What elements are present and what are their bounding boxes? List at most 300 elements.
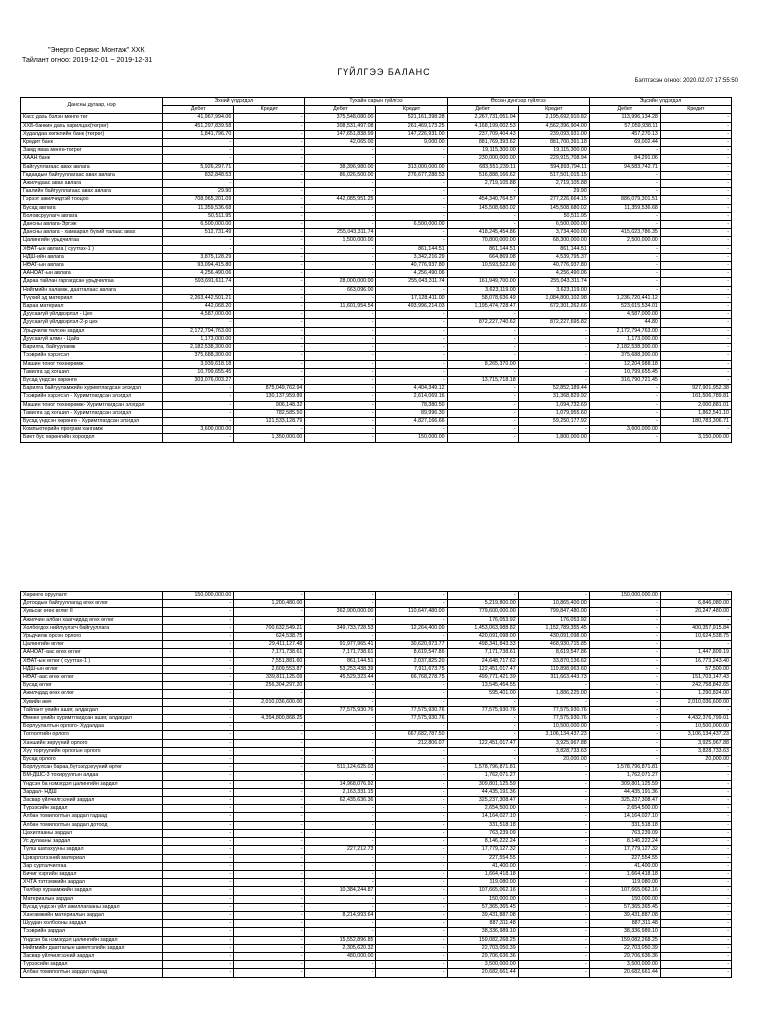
amount-cell: -	[163, 616, 234, 624]
amount-cell: 881,769,393.62	[447, 139, 518, 147]
amount-cell: -	[163, 838, 234, 846]
amount-cell: -	[234, 204, 305, 212]
amount-cell: 227,554.55	[589, 854, 660, 862]
amount-cell: 3,623,119.00	[518, 286, 589, 294]
amount-cell: 20,247,480.00	[660, 608, 731, 616]
amount-cell: -	[660, 278, 731, 286]
amount-cell: 1,094,732.69	[518, 401, 589, 409]
amount-cell: -	[447, 731, 518, 739]
amount-cell: -	[305, 854, 376, 862]
amount-cell: -	[234, 139, 305, 147]
table-row	[21, 253, 732, 261]
amount-cell: 2,010,036,600.00	[660, 698, 731, 706]
amount-cell: 1,886,225.00	[518, 690, 589, 698]
amount-cell: 3,342,216.29	[376, 253, 447, 261]
amount-cell: 16,773,243.40	[660, 657, 731, 665]
table-row	[21, 114, 732, 122]
amount-cell: -	[163, 417, 234, 425]
account-name-cell: НДШ-ын өглөг	[21, 665, 163, 673]
amount-cell: -	[447, 352, 518, 360]
amount-cell: -	[376, 592, 447, 600]
amount-cell: -	[163, 682, 234, 690]
table-row	[21, 188, 732, 196]
table-row	[21, 608, 732, 616]
amount-cell: 493,996,214.03	[376, 303, 447, 311]
amount-cell: 10,500,000.00	[518, 723, 589, 731]
amount-cell: 1,762,071.27	[447, 772, 518, 780]
amount-cell: -	[234, 344, 305, 352]
amount-cell: 29.90	[163, 188, 234, 196]
amount-cell: 39,431,887.08	[447, 911, 518, 919]
amount-cell: -	[234, 188, 305, 196]
amount-cell: -	[234, 278, 305, 286]
amount-cell: -	[305, 756, 376, 764]
amount-cell: -	[163, 887, 234, 895]
amount-cell: 2,172,794,763.00	[589, 327, 660, 335]
amount-cell: -	[518, 352, 589, 360]
header-credit: Кредит	[376, 106, 447, 114]
amount-cell: -	[376, 426, 447, 434]
amount-cell: -	[660, 335, 731, 343]
amount-cell: -	[163, 821, 234, 829]
amount-cell: -	[305, 319, 376, 327]
amount-cell: 4,587,000.00	[163, 311, 234, 319]
amount-cell: 331,518.18	[447, 821, 518, 829]
amount-cell: 667,682,787.50	[376, 731, 447, 739]
amount-cell: 45,529,323.44	[305, 674, 376, 682]
table-row	[21, 682, 732, 690]
amount-cell: -	[589, 270, 660, 278]
amount-cell: -	[376, 682, 447, 690]
amount-cell: 17,128,411.00	[376, 294, 447, 302]
amount-cell: -	[305, 592, 376, 600]
amount-cell: -	[518, 797, 589, 805]
table-row	[21, 212, 732, 220]
amount-cell: 70,800,000.00	[447, 237, 518, 245]
amount-cell: -	[234, 426, 305, 434]
account-name-cell: Урьдчилж төлсөн зардал	[21, 327, 163, 335]
amount-cell: 1,173,000.00	[589, 335, 660, 343]
amount-cell: -	[234, 311, 305, 319]
amount-cell: -	[518, 311, 589, 319]
amount-cell: -	[518, 360, 589, 368]
amount-cell: 44,435,191.36	[589, 788, 660, 796]
account-name-cell: Цэвэрлэгээний материал	[21, 854, 163, 862]
amount-cell: 33,870,136.62	[518, 657, 589, 665]
amount-cell: -	[518, 788, 589, 796]
amount-cell: -	[589, 698, 660, 706]
amount-cell: -	[518, 805, 589, 813]
report-period: Тайлант огноо: 2019-12-01 ~ 2019-12-31	[22, 57, 153, 64]
amount-cell: -	[447, 221, 518, 229]
amount-cell: -	[234, 911, 305, 919]
amount-cell: 14,164,027.10	[589, 813, 660, 821]
amount-cell: -	[305, 821, 376, 829]
amount-cell: 420,091,098.00	[447, 633, 518, 641]
amount-cell: 107,665,062.16	[589, 887, 660, 895]
amount-cell: -	[305, 393, 376, 401]
amount-cell: 3,623,119.00	[447, 286, 518, 294]
amount-cell: -	[660, 344, 731, 352]
table-row	[21, 368, 732, 376]
amount-cell: 1,500,000.00	[305, 237, 376, 245]
account-name-cell: Бусад үндсэн үйл ажиллагааны зардал	[21, 903, 163, 911]
amount-cell: 4,539,795.37	[518, 253, 589, 261]
amount-cell: -	[305, 311, 376, 319]
amount-cell: -	[305, 895, 376, 903]
amount-cell: 1,152,789,355.45	[518, 624, 589, 632]
amount-cell: 77,575,930.76	[305, 706, 376, 714]
amount-cell: -	[305, 690, 376, 698]
amount-cell: -	[163, 245, 234, 253]
amount-cell: -	[447, 401, 518, 409]
amount-cell: 8,265,370.00	[447, 360, 518, 368]
amount-cell: -	[447, 715, 518, 723]
table-row	[21, 887, 732, 895]
amount-cell: 50,511.95	[518, 212, 589, 220]
account-name-cell: Зардал- НДШ	[21, 788, 163, 796]
amount-cell: -	[589, 657, 660, 665]
amount-cell: 3,925,967.88	[518, 739, 589, 747]
amount-cell: 511,124,625.03	[305, 764, 376, 772]
amount-cell: 20,000.00	[660, 756, 731, 764]
account-name-cell: ХӨАТ-ын авлага ( суутгах-1 )	[21, 245, 163, 253]
amount-cell: -	[660, 805, 731, 813]
amount-cell: -	[660, 969, 731, 977]
amount-cell: 3,875,128.29	[163, 253, 234, 261]
amount-cell: 763,239.09	[447, 829, 518, 837]
amount-cell: 57,365,365.45	[589, 903, 660, 911]
amount-cell: -	[376, 838, 447, 846]
table-row	[21, 139, 732, 147]
account-name-cell: Борлуулалтын орлого- Худалдаа	[21, 723, 163, 731]
amount-cell: -	[163, 401, 234, 409]
amount-cell: -	[660, 928, 731, 936]
table-row	[21, 592, 732, 600]
table-row	[21, 903, 732, 911]
amount-cell: 4,432,376,799.01	[660, 715, 731, 723]
amount-cell: -	[305, 969, 376, 977]
amount-cell: 498,341,843.33	[447, 641, 518, 649]
amount-cell: 10,799,655.45	[163, 368, 234, 376]
table-row	[21, 196, 732, 204]
amount-cell: -	[447, 434, 518, 442]
amount-cell: 44,435,191.36	[447, 788, 518, 796]
amount-cell: -	[234, 335, 305, 343]
amount-cell: -	[163, 665, 234, 673]
amount-cell: -	[589, 608, 660, 616]
amount-cell: -	[376, 747, 447, 755]
amount-cell: 24,648,717.62	[447, 657, 518, 665]
amount-cell: 62,435,636.36	[305, 797, 376, 805]
amount-cell: -	[163, 409, 234, 417]
amount-cell: -	[518, 920, 589, 928]
amount-cell: -	[376, 633, 447, 641]
amount-cell: -	[660, 616, 731, 624]
amount-cell: 451,297,839.58	[163, 122, 234, 130]
amount-cell: 362,900,000.00	[305, 608, 376, 616]
amount-cell: 2,267,731,051.04	[447, 114, 518, 122]
amount-cell: -	[163, 319, 234, 327]
amount-cell: -	[234, 920, 305, 928]
amount-cell: -	[163, 788, 234, 796]
amount-cell: 2,654,500.00	[589, 805, 660, 813]
account-name-cell: Гаалийн байгууллагаас авах авлага	[21, 188, 163, 196]
header-debit: Дебет	[163, 106, 234, 114]
amount-cell: 77,575,930.76	[518, 706, 589, 714]
amount-cell: 121,533,128.79	[234, 417, 305, 425]
amount-cell: -	[163, 846, 234, 854]
amount-cell: -	[305, 155, 376, 163]
amount-cell: 7,171,738.61	[447, 649, 518, 657]
amount-cell: -	[234, 805, 305, 813]
amount-cell: 303,076,003.27	[163, 376, 234, 384]
amount-cell: 2,195,692,910.82	[518, 114, 589, 122]
amount-cell: -	[305, 920, 376, 928]
amount-cell: -	[660, 797, 731, 805]
amount-cell: 41,967,994.06	[163, 114, 234, 122]
amount-cell: 150,000,000.00	[163, 592, 234, 600]
amount-cell: 339,811,125.09	[234, 674, 305, 682]
amount-cell: 927,901,952.38	[660, 385, 731, 393]
amount-cell: -	[660, 147, 731, 155]
amount-cell: 29,706,636.36	[589, 952, 660, 960]
amount-cell: 12,204,988.18	[589, 360, 660, 368]
table-row	[21, 409, 732, 417]
account-name-cell: Цахилгааны зардал	[21, 829, 163, 837]
account-name-cell: Албан томилолтын зардал гадаад	[21, 969, 163, 977]
account-name-cell: Ус дулааны зардал	[21, 838, 163, 846]
account-name-cell: Дараа тайлан гаргагдсан урьдчилгаа	[21, 278, 163, 286]
amount-cell: -	[163, 764, 234, 772]
table-row	[21, 360, 732, 368]
header-debit: Дебет	[589, 106, 660, 114]
table-row	[21, 130, 732, 138]
table-row	[21, 278, 732, 286]
table-row	[21, 319, 732, 327]
amount-cell: 78,380.50	[376, 401, 447, 409]
amount-cell: 20,000.00	[518, 756, 589, 764]
amount-cell: -	[447, 311, 518, 319]
amount-cell: -	[163, 952, 234, 960]
table-row	[21, 870, 732, 878]
amount-cell: 17,779,127.32	[589, 846, 660, 854]
amount-cell: -	[234, 854, 305, 862]
account-name-cell: Барилга, байгууламж	[21, 344, 163, 352]
amount-cell: -	[376, 788, 447, 796]
account-name-cell: Холбогдох нийлүүлэгч байгууллага	[21, 624, 163, 632]
amount-cell: -	[660, 155, 731, 163]
amount-cell: 683,551,239.11	[447, 163, 518, 171]
amount-cell: -	[305, 870, 376, 878]
amount-cell: -	[376, 212, 447, 220]
amount-cell: 122,451,017.47	[447, 739, 518, 747]
amount-cell: 107,665,062.16	[447, 887, 518, 895]
amount-cell: -	[660, 592, 731, 600]
table-row	[21, 171, 732, 179]
amount-cell: 5,926,297.71	[163, 163, 234, 171]
amount-cell: -	[518, 895, 589, 903]
amount-cell: 595,401.00	[447, 690, 518, 698]
amount-cell: 1,350,000.00	[234, 434, 305, 442]
table-row	[21, 417, 732, 425]
amount-cell: -	[376, 928, 447, 936]
account-name-cell: ХӨАТ-ын өглөг ( суутгах-1 )	[21, 657, 163, 665]
amount-cell: -	[163, 706, 234, 714]
amount-cell: -	[376, 764, 447, 772]
amount-cell: -	[305, 401, 376, 409]
amount-cell: 3,150,000.00	[660, 434, 731, 442]
account-name-cell: ААНОАТ-аас өгөх өглөг	[21, 649, 163, 657]
amount-cell: 230,000,000.00	[447, 155, 518, 163]
amount-cell: 4,168,199,002.53	[447, 122, 518, 130]
amount-cell: 861,144.51	[376, 245, 447, 253]
amount-cell: 3,106,134,437.23	[518, 731, 589, 739]
amount-cell: -	[234, 253, 305, 261]
table-row	[21, 838, 732, 846]
amount-cell: 2,719,105.88	[518, 180, 589, 188]
amount-cell: -	[589, 674, 660, 682]
amount-cell: -	[376, 944, 447, 952]
amount-cell: 39,431,887.08	[589, 911, 660, 919]
amount-cell: -	[376, 196, 447, 204]
amount-cell: 94,583,742.71	[589, 163, 660, 171]
amount-cell: -	[376, 952, 447, 960]
amount-cell: -	[163, 805, 234, 813]
table-row	[21, 690, 732, 698]
amount-cell: -	[518, 829, 589, 837]
amount-cell: -	[660, 253, 731, 261]
amount-cell: -	[376, 286, 447, 294]
amount-cell: -	[234, 944, 305, 952]
account-name-cell: Гэрээт ажилчидтэй тооцоо	[21, 196, 163, 204]
account-name-cell: Кредит банк	[21, 139, 163, 147]
amount-cell: 2,614,069.16	[376, 393, 447, 401]
amount-cell: 276,677,288.53	[376, 171, 447, 179]
amount-cell: -	[234, 903, 305, 911]
amount-cell: -	[447, 212, 518, 220]
amount-cell: -	[518, 846, 589, 854]
amount-cell: -	[163, 961, 234, 969]
amount-cell: -	[234, 180, 305, 188]
amount-cell: 782,585.50	[234, 409, 305, 417]
account-name-cell: Материалын зардал	[21, 895, 163, 903]
amount-cell: 4,827,166.66	[376, 417, 447, 425]
amount-cell: 20,682,661.44	[447, 969, 518, 977]
amount-cell: -	[234, 788, 305, 796]
account-name-cell: Худалдаа хөгжлийн банк (төгрөг)	[21, 130, 163, 138]
account-name-cell: Нийгмийн даатгалын шимтгэлийн зардал	[21, 944, 163, 952]
amount-cell: 14,968,076.92	[305, 780, 376, 788]
amount-cell: -	[660, 294, 731, 302]
account-name-cell: Бусад орлого	[21, 756, 163, 764]
header-credit: Кредит	[660, 106, 731, 114]
amount-cell: 4,354,800,868.25	[234, 715, 305, 723]
amount-cell: 442,068.20	[163, 303, 234, 311]
amount-cell: -	[305, 747, 376, 755]
account-name-cell: Дуусаагүй үйлдвэрлэл-2-р цех	[21, 319, 163, 327]
amount-cell: 5,219,800.00	[447, 600, 518, 608]
amount-cell: -	[589, 690, 660, 698]
amount-cell: -	[163, 797, 234, 805]
account-name-cell: Цалингийн өглөг	[21, 641, 163, 649]
amount-cell: 10,865,400.00	[518, 600, 589, 608]
account-name-cell: Түрээсийн зардал	[21, 805, 163, 813]
amount-cell: -	[376, 797, 447, 805]
amount-cell: -	[660, 862, 731, 870]
amount-cell: 516,888,166.62	[447, 171, 518, 179]
amount-cell: -	[660, 245, 731, 253]
amount-cell: -	[376, 188, 447, 196]
amount-cell: 77,575,930.76	[376, 706, 447, 714]
amount-cell: 861,144.51	[447, 245, 518, 253]
account-name-cell: Тээврийн зардал	[21, 928, 163, 936]
amount-cell: -	[660, 303, 731, 311]
amount-cell: 10,593,522.00	[447, 262, 518, 270]
amount-cell: -	[163, 772, 234, 780]
amount-cell: -	[305, 221, 376, 229]
table-row	[21, 270, 732, 278]
table-row	[21, 344, 732, 352]
amount-cell: 19,115,300.00	[518, 147, 589, 155]
amount-cell: -	[518, 813, 589, 821]
amount-cell: -	[660, 961, 731, 969]
table-row	[21, 624, 732, 632]
amount-cell: 875,049,762.94	[234, 385, 305, 393]
amount-cell: 7,171,738.61	[305, 649, 376, 657]
amount-cell: -	[660, 237, 731, 245]
amount-cell: -	[589, 221, 660, 229]
amount-cell: 130,137,959.89	[234, 393, 305, 401]
amount-cell: -	[518, 592, 589, 600]
table-row	[21, 286, 732, 294]
account-name-cell: Хүү торгуулийн орлогын орлого	[21, 747, 163, 755]
amount-cell: 316,790,721.45	[589, 376, 660, 384]
amount-cell: 624,538.75	[234, 633, 305, 641]
amount-cell: 77,575,930.76	[447, 706, 518, 714]
amount-cell: -	[518, 911, 589, 919]
table-row	[21, 155, 732, 163]
amount-cell: -	[376, 690, 447, 698]
amount-cell: -	[234, 352, 305, 360]
amount-cell: -	[660, 212, 731, 220]
amount-cell: -	[660, 772, 731, 780]
amount-cell: 672,301,262.66	[518, 303, 589, 311]
amount-cell: -	[305, 600, 376, 608]
amount-cell: 44.80	[589, 319, 660, 327]
amount-cell: -	[589, 434, 660, 442]
amount-cell: -	[305, 862, 376, 870]
balance-table-page-1	[20, 97, 732, 443]
amount-cell: -	[589, 665, 660, 673]
amount-cell: -	[234, 212, 305, 220]
amount-cell: 41,400.00	[447, 862, 518, 870]
amount-cell: -	[447, 592, 518, 600]
amount-cell: 147,651,838.99	[305, 130, 376, 138]
amount-cell: 159,082,268.25	[447, 936, 518, 944]
amount-cell: 2,037,825.20	[376, 657, 447, 665]
amount-cell: 159,082,268.25	[589, 936, 660, 944]
amount-cell: -	[305, 739, 376, 747]
amount-cell: -	[305, 715, 376, 723]
amount-cell: -	[234, 376, 305, 384]
amount-cell: 3,734,400.00	[518, 229, 589, 237]
amount-cell: -	[305, 434, 376, 442]
amount-cell: -	[660, 327, 731, 335]
amount-cell: 313,000,000.00	[376, 163, 447, 171]
account-name-cell: Хөрөнгө оруулалт	[21, 592, 163, 600]
amount-cell: 3,925,967.88	[660, 739, 731, 747]
